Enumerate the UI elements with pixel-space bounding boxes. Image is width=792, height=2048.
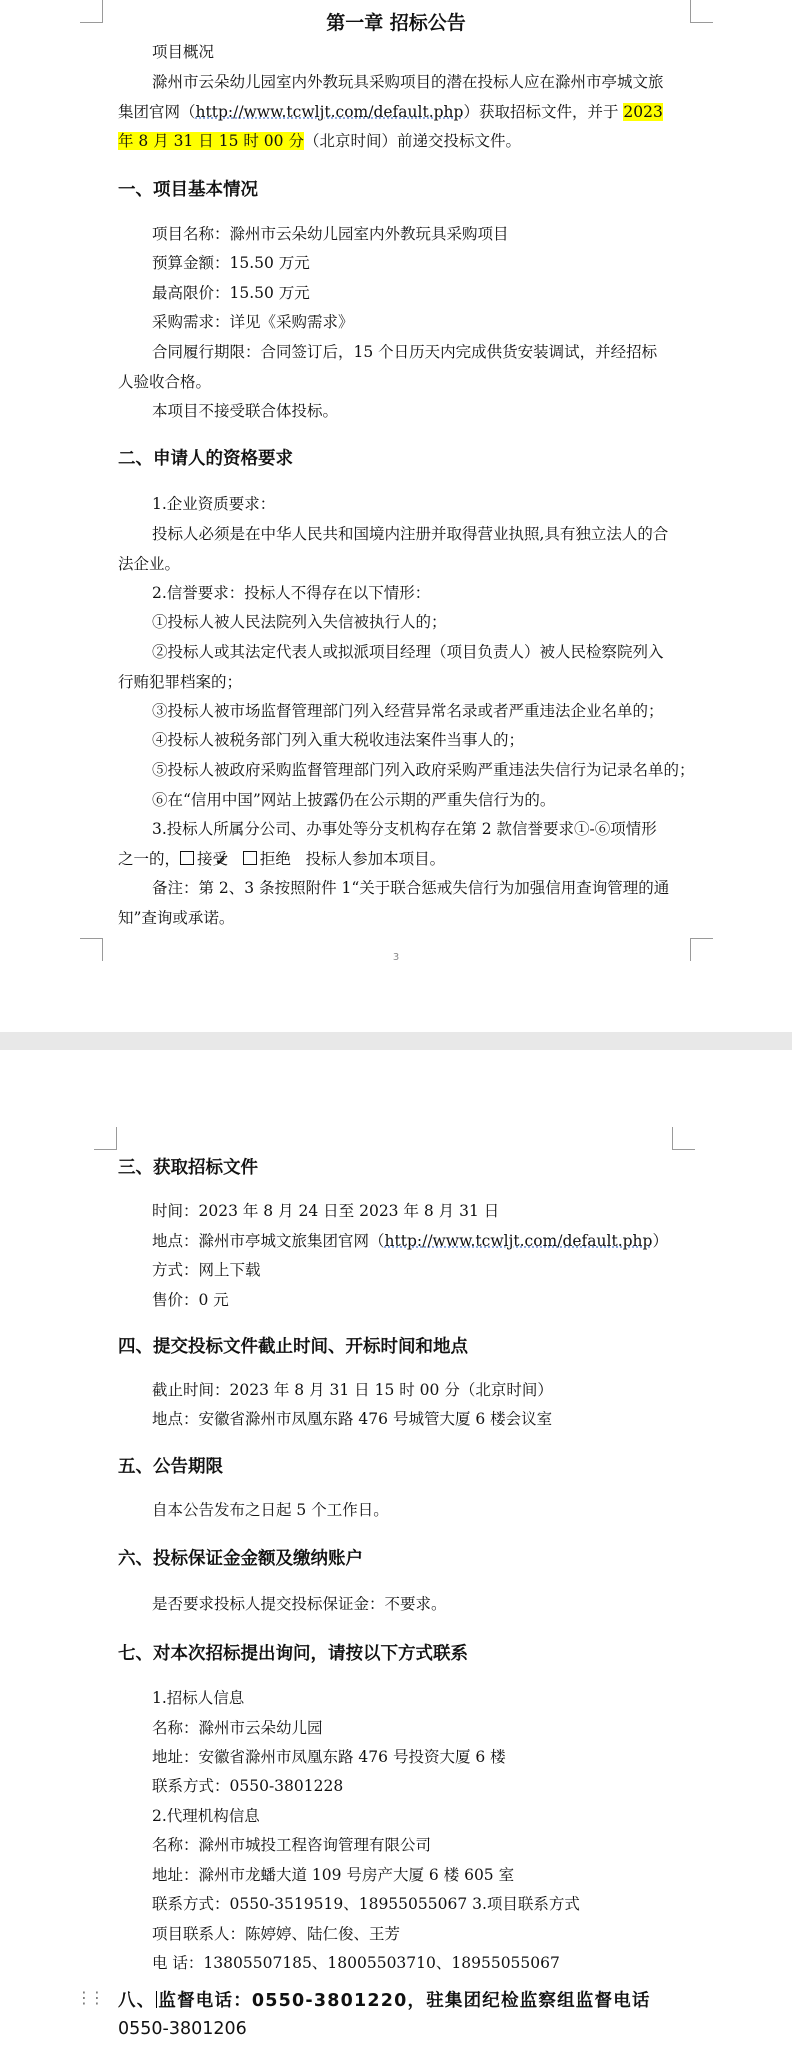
crop-mark — [672, 1127, 695, 1150]
contact-line: 2.代理机构信息 — [152, 1807, 260, 1825]
qualification-item-2: 2.信誉要求：投标人不得存在以下情形： — [152, 584, 431, 602]
supervision-hotline-cont: 0550-3801206 — [118, 2019, 247, 2039]
accept-label: 接受 — [197, 849, 229, 868]
condition-5: ⑤投标人被政府采购监督管理部门列入政府采购严重违法失信行为记录名单的； — [152, 761, 695, 779]
page-number: 3 — [392, 952, 400, 963]
supervision-hotline: 八、 监督电话：0550-3801220，驻集团纪检监察组监督电话 — [118, 1991, 651, 2011]
submit-place: 地点：安徽省滁州市凤凰东路 476 号城管大厦 6 楼会议室 — [152, 1410, 553, 1428]
deposit-requirement: 是否要求投标人提交投标保证金：不要求。 — [152, 1595, 447, 1613]
crop-mark — [94, 1127, 117, 1150]
remark-note: 备注：第 2、3 条按照附件 1“关于联合惩戒失信行为加强信用查询管理的通知”查询或承诺。 — [118, 879, 670, 927]
website-link[interactable]: http://www.tcwljt.com/default.php — [195, 102, 464, 121]
obtain-time: 时间：2023 年 8 月 24 日至 2023 年 8 月 31 日 — [152, 1202, 500, 1220]
contact-line: 名称：滁州市城投工程咨询管理有限公司 — [152, 1836, 432, 1854]
section-heading: 四、提交投标文件截止时间、开标时间和地点 — [118, 1337, 468, 1357]
contact-line: 1.招标人信息 — [152, 1689, 245, 1707]
section-heading: 一、项目基本情况 — [118, 180, 258, 200]
section-heading: 七、对本次招标提出询问，请按以下方式联系 — [118, 1644, 468, 1664]
announcement-period: 自本公告发布之日起 5 个工作日。 — [152, 1501, 389, 1519]
overview-label: 项目概况 — [152, 43, 215, 61]
project-name: 项目名称：滁州市云朵幼儿园室内外教玩具采购项目 — [152, 225, 509, 243]
obtain-price: 售价：0 元 — [152, 1291, 229, 1309]
website-link[interactable]: http://www.tcwljt.com/default.php — [384, 1232, 653, 1250]
drag-handle-icon[interactable]: ⋮⋮ — [76, 1988, 102, 2007]
submit-deadline: 截止时间：2023 年 8 月 31 日 15 时 00 分（北京时间） — [152, 1381, 553, 1399]
reject-label: 拒绝 — [259, 849, 291, 868]
contact-line: 电 话：13805507185、18005503710、18955055067 — [152, 1954, 560, 1972]
deadline-highlight: 2023年 8 月 31 日 15 时 00 分 — [118, 102, 663, 150]
max-price: 最高限价：15.50 万元 — [152, 284, 310, 302]
chapter-title: 第一章 招标公告 — [326, 12, 466, 34]
condition-3: ③投标人被市场监督管理部门列入经营异常名录或者严重违法企业名单的； — [152, 702, 664, 720]
obtain-method: 方式：网上下载 — [152, 1261, 261, 1279]
condition-4: ④投标人被税务部门列入重大税收违法案件当事人的； — [152, 731, 525, 749]
condition-1: ①投标人被人民法院列入失信被执行人的； — [152, 613, 447, 631]
qualification-text: 投标人必须是在中华人民共和国境内注册并取得营业执照,具有独立法人的合法企业。 — [118, 525, 669, 573]
contact-line: 地址：滁州市龙蟠大道 109 号房产大厦 6 楼 605 室 — [152, 1866, 515, 1884]
contact-line: 地址：安徽省滁州市凤凰东路 476 号投资大厦 6 楼 — [152, 1748, 506, 1766]
section-heading: 五、公告期限 — [118, 1457, 223, 1477]
section-heading: 六、投标保证金金额及缴纳账户 — [118, 1549, 363, 1569]
document-page-2 — [0, 1050, 792, 2048]
contact-line: 联系方式：0550-3801228 — [152, 1777, 344, 1795]
contact-line: 名称：滁州市云朵幼儿园 — [152, 1719, 323, 1737]
section-heading: 三、获取招标文件 — [118, 1158, 258, 1178]
reject-checkbox[interactable] — [243, 851, 257, 865]
qualification-item-3: 3.投标人所属分公司、办事处等分支机构存在第 2 款信誉要求①-⑥项情形之一的，✓ 接受 拒绝 投标人参加本项目。 — [118, 815, 671, 874]
contract-period: 合同履行期限：合同签订后，15 个日历天内完成供货安装调试，并经招标人验收合格。 — [118, 343, 658, 391]
condition-6: ⑥在“信用中国”网站上披露仍在公示期的严重失信行为的。 — [152, 791, 556, 809]
obtain-place: 地点：滁州市亭城文旅集团官网（http://www.tcwljt.com/default.php） — [152, 1232, 668, 1250]
section-heading: 二、申请人的资格要求 — [118, 449, 293, 469]
qualification-item-1: 1.企业资质要求： — [152, 495, 276, 513]
budget-amount: 预算金额：15.50 万元 — [152, 254, 310, 272]
no-union-notice: 本项目不接受联合体投标。 — [152, 402, 339, 420]
purchase-requirement: 采购需求：详见《采购需求》 — [152, 313, 354, 331]
contact-line: 项目联系人：陈婷婷、陆仁俊、王芳 — [152, 1925, 401, 1943]
accept-checkbox[interactable] — [180, 851, 194, 865]
contact-line: 联系方式：0550-3519519、18955055067 3.项目联系方式 — [152, 1895, 580, 1913]
intro-paragraph: 滁州市云朵幼儿园室内外教玩具采购项目的潜在投标人应在滁州市亭城文旅集团官网（http://www.tcwljt.com/default.php）获取招标文件，并于 2023年 8 月 31 日 15 时 00 分（北京时间）前递交投标文件。 — [118, 73, 664, 150]
condition-2: ②投标人或其法定代表人或拟派项目经理（项目负责人）被人民检察院列入行贿犯罪档案的； — [118, 643, 664, 691]
